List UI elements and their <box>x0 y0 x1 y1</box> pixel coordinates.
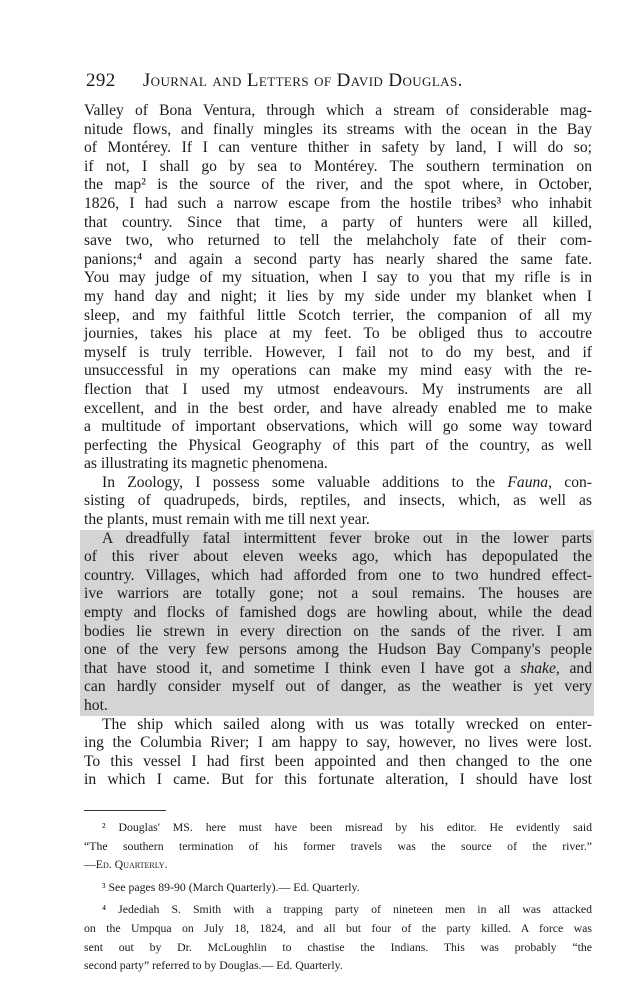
footnote-4 <box>84 902 592 976</box>
paragraph <box>84 102 592 474</box>
footnote-2 <box>84 820 592 876</box>
italic-word: shake <box>520 659 556 677</box>
footnote-3 <box>84 880 592 899</box>
text-line: save two, who returned to tell the melahcholy fate of their com- <box>84 232 592 250</box>
running-title: Journal and Letters of David Douglas. <box>142 70 463 91</box>
text-line: hot. <box>84 697 108 714</box>
text-line: the map² is the source of the river, and the spot where, in October, <box>84 176 592 194</box>
text-line: 1826, I had such a narrow escape from the hostile tribes³ who inhabit <box>84 194 592 212</box>
text-run: , con- <box>548 473 593 491</box>
running-header <box>86 70 606 98</box>
highlighted-paragraph <box>80 530 594 716</box>
text-line: nitude flows, and finally mingles its streams with the ocean in the Bay <box>84 120 592 138</box>
text-line: as illustrating its magnetic phenomena. <box>84 455 328 473</box>
text-line: ing the Columbia River; I am happy to say, however, no lives were lost. <box>84 734 592 752</box>
text-line: that country. Since that time, a party of hunters were all killed, <box>84 213 592 231</box>
text-line: Valley of Bona Ventura, through which a stream of considerable mag- <box>84 102 592 119</box>
text-line: in which I came. But for this fortunate alteration, I should have lost <box>84 771 592 789</box>
text-run: , and <box>555 659 593 677</box>
text-line: journies, takes his place at my feet. To be obliged thus to accoutre <box>84 325 592 343</box>
footnote-line: ⁴ Jedediah S. Smith with a trapping party of nineteen men in all was attacked <box>102 902 592 917</box>
page-number: 292 <box>86 70 116 91</box>
text-line: if not, I shall go by sea to Montérey. The southern termination on <box>84 157 592 175</box>
footnotes <box>84 816 592 977</box>
text-line: sisting of quadrupeds, birds, reptiles, and insects, which, as well as <box>84 492 592 510</box>
text-line: panions;⁴ and again a second party has nearly shared the same fate. <box>84 250 592 268</box>
text-run: that have stood it, and sometime I think even I have got a <box>84 659 521 677</box>
text-line: can hardly consider myself out of danger, as the weather is yet very <box>84 678 592 696</box>
text-line: my hand day and night; it lies by my side under my blanket when I <box>84 287 592 305</box>
text-line: excellent, and in the best order, and have already enabled me to make <box>84 399 592 417</box>
footnote-line: —Ed. Quarterly. <box>84 857 168 872</box>
italic-word: Fauna <box>507 473 549 491</box>
text-line: one of the very few persons among the Hudson Bay Company's people <box>84 641 592 659</box>
text-line: The ship which sailed along with us was totally wrecked on enter- <box>102 715 592 733</box>
text-line: sleep, and my faithful little Scotch terrier, the companion of all my <box>84 306 592 324</box>
footnote-line: “The southern termination of his former travels was the source of the river.” <box>84 838 592 853</box>
paragraph <box>84 474 592 530</box>
footnote-line: sent out by Dr. McLoughlin to chastise the Indians. This was probably “the <box>84 939 592 954</box>
text-line: A dreadfully fatal intermittent fever broke out in the lower parts <box>102 529 592 547</box>
footnote-rule <box>84 810 166 811</box>
text-line: empty and flocks of famished dogs are howling about, while the dead <box>84 604 592 622</box>
text-line: To this vessel I had first been appointed and then changed to the one <box>84 752 592 770</box>
text-line: perfecting the Physical Geography of this part of the country, as well <box>84 436 592 454</box>
footnote-line: second party” referred to by Douglas.— Ed. Quarterly. <box>84 958 343 973</box>
text-run: In Zoology, I possess some valuable additions to the <box>102 473 508 491</box>
text-line: unsuccessful in my operations can make my mind easy with the re- <box>84 362 592 380</box>
text-line <box>84 474 592 493</box>
body-text <box>84 102 592 790</box>
text-line: of this river about eleven weeks ago, which has depopulated the <box>84 548 592 566</box>
footnote-line: on the Umpqua on July 18, 1824, and all but four of the party killed. A force was <box>84 920 592 935</box>
text-line: flection that I used my utmost endeavours. My instruments are all <box>84 380 592 398</box>
paragraph <box>84 716 592 790</box>
text-line: bodies lie strewn in every direction on the sands of the river. I am <box>84 622 592 640</box>
text-line: ive warriors are totally gone; not a soul remains. The houses are <box>84 585 592 603</box>
text-line: of Montérey. If I can venture thither in safety by land, I will do so; <box>84 139 592 157</box>
text-line: myself is truly terrible. However, I fail not to do my best, and if <box>84 343 592 361</box>
text-line: the plants, must remain with me till next year. <box>84 511 370 529</box>
text-line: country. Villages, which had afforded from one to two hundred effect- <box>84 566 592 584</box>
text-line: a multitude of important observations, which will go some way toward <box>84 418 592 436</box>
text-line <box>84 660 592 679</box>
text-line: You may judge of my situation, when I say to you that my rifle is in <box>84 269 592 287</box>
footnote-line: ² Douglas' MS. here must have been misread by his editor. He evidently said <box>102 820 592 834</box>
footnote-line: ³ See pages 89-90 (March Quarterly).— Ed. Quarterly. <box>102 879 360 894</box>
